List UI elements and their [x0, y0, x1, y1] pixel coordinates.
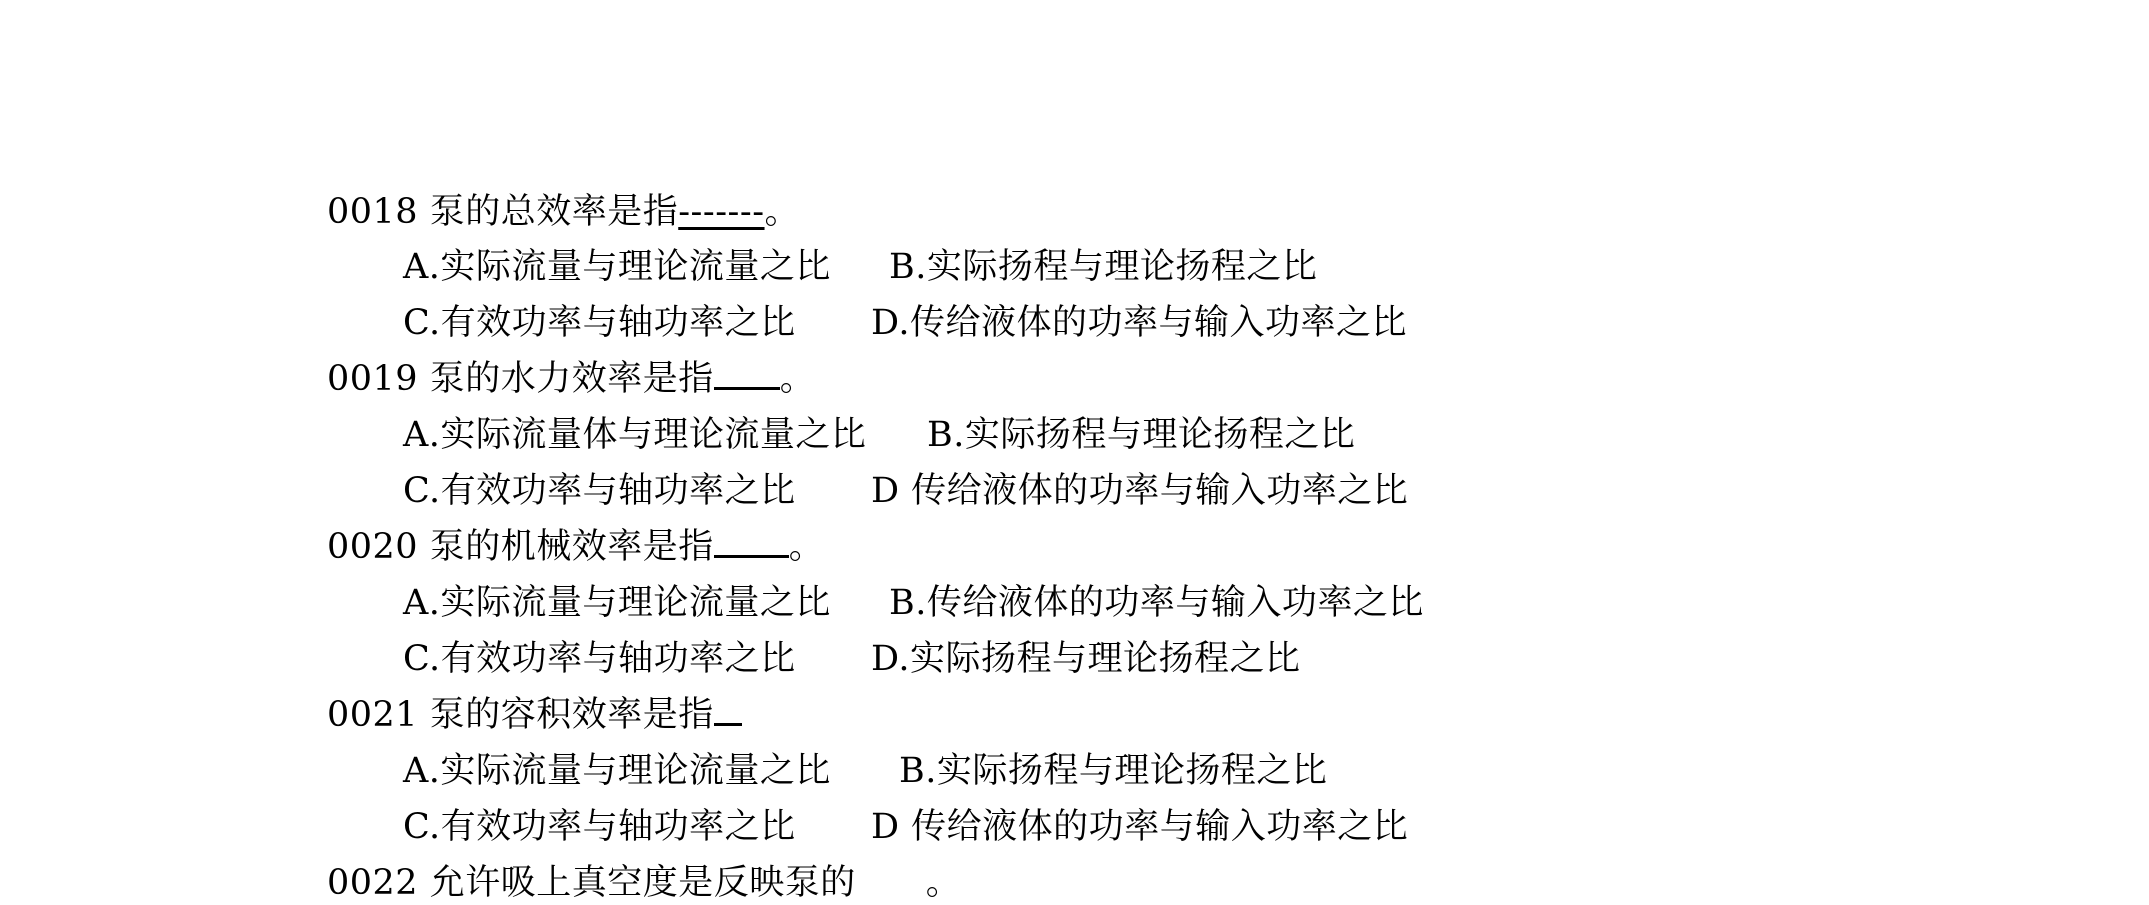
options-row-cd [403, 805, 1409, 849]
question-stem: 泵的机械效率是指 [429, 527, 714, 567]
option-d: D.实际扬程与理论扬程之比 [871, 639, 1301, 679]
question-0020 [327, 525, 824, 569]
options-row-ab [403, 749, 1328, 793]
question-end: 。 [764, 192, 801, 232]
question-number: 0019 [327, 359, 419, 399]
question-number: 0018 [327, 192, 419, 232]
option-c: C.有效功率与轴功率之比 [403, 639, 796, 679]
question-0019 [327, 357, 815, 401]
option-d: D.传给液体的功率与输入功率之比 [871, 303, 1407, 343]
option-b: B.实际扬程与理论扬程之比 [899, 751, 1328, 791]
question-0021 [327, 693, 742, 737]
option-b: B.传给液体的功率与输入功率之比 [889, 583, 1424, 623]
question-end: 。 [779, 359, 816, 399]
option-a: A.实际流量体与理论流量之比 [403, 415, 867, 455]
question-stem: 泵的容积效率是指 [429, 695, 714, 735]
option-c: C.有效功率与轴功率之比 [403, 471, 796, 511]
answer-blank [714, 525, 789, 558]
question-stem: 允许吸上真空度是反映泵的 [429, 863, 856, 903]
option-c: C.有效功率与轴功率之比 [403, 303, 796, 343]
option-c: C.有效功率与轴功率之比 [403, 807, 796, 847]
question-number: 0022 [327, 863, 419, 903]
question-0018 [327, 190, 800, 234]
answer-blank [714, 693, 742, 726]
answer-blank: ------- [678, 192, 765, 232]
option-b: B.实际扬程与理论扬程之比 [889, 247, 1318, 287]
question-number: 0020 [327, 527, 419, 567]
answer-blank [714, 357, 780, 390]
option-b: B.实际扬程与理论扬程之比 [927, 415, 1356, 455]
option-d: D 传给液体的功率与输入功率之比 [871, 471, 1409, 511]
question-stem: 泵的水力效率是指 [429, 359, 714, 399]
question-end: 。 [788, 527, 825, 567]
question-number: 0021 [327, 695, 419, 735]
options-row-cd [403, 301, 1407, 345]
option-a: A.实际流量与理论流量之比 [403, 247, 831, 287]
options-row-ab [403, 581, 1424, 625]
option-d: D 传给液体的功率与输入功率之比 [871, 807, 1409, 847]
question-end: 。 [925, 863, 962, 903]
question-stem: 泵的总效率是指 [429, 192, 679, 232]
question-0022 [327, 861, 961, 905]
options-row-ab [403, 413, 1356, 457]
option-a: A.实际流量与理论流量之比 [403, 751, 831, 791]
options-row-cd [403, 469, 1409, 513]
options-row-cd [403, 637, 1301, 681]
options-row-ab [403, 245, 1318, 289]
option-a: A.实际流量与理论流量之比 [403, 583, 831, 623]
